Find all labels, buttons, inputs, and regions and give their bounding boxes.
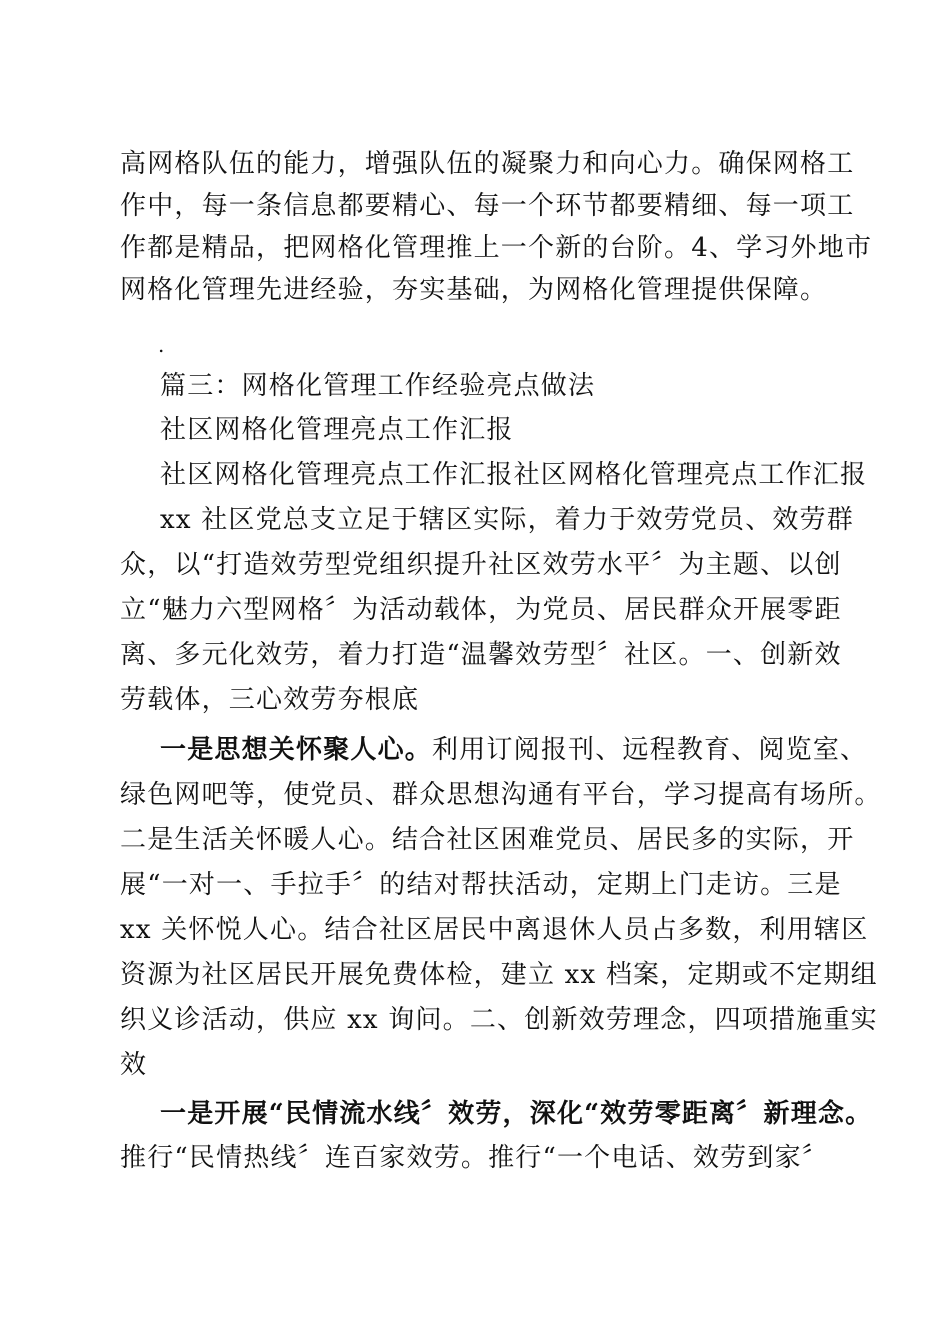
- paragraph-first-line: [160, 730, 867, 770]
- document-title: 社区网格化管理亮点工作汇报: [160, 415, 514, 445]
- paragraph-line: xx 关怀悦人心。结合社区居民中离退休人员占多数，利用辖区: [120, 915, 869, 945]
- paragraph-lead-bold: 一是开展“民情流水线〞效劳，深化“效劳零距离〞新理念。: [160, 1099, 873, 1129]
- paragraph-line: 织义诊活动，供应 xx 询问。二、创新效劳理念，四项措施重实: [120, 1005, 878, 1035]
- paragraph-line: 推行“民情热线〞连百家效劳。推行“一个电话、效劳到家〞: [120, 1143, 829, 1173]
- document-subtitle: 社区网格化管理亮点工作汇报社区网格化管理亮点工作汇报: [160, 460, 868, 490]
- paragraph-line: 作中，每一条信息都要精心、每一个环节都要精细、每一项工: [120, 191, 855, 221]
- paragraph-line: 二是生活关怀暖人心。结合社区困难党员、居民多的实际，开: [120, 825, 855, 855]
- paragraph-line: 绿色网吧等，使党员、群众思想沟通有平台，学习提高有场所。: [120, 780, 882, 810]
- paragraph-line: 展“一对一、手拉手〞的结对帮扶活动，定期上门走访。三是: [120, 870, 842, 900]
- intro-line: 劳载体，三心效劳夯根底: [120, 685, 420, 715]
- separator-dot: .: [158, 333, 165, 357]
- paragraph-line: 资源为社区居民开展免费体检，建立 xx 档案，定期或不定期组: [120, 960, 878, 990]
- paragraph-line: 作都是精品，把网格化管理推上一个新的台阶。4、学习外地市: [120, 233, 873, 263]
- paragraph-line: 网格化管理先进经验，夯实基础，为网格化管理提供保障。: [120, 275, 828, 305]
- intro-line: 众，以“打造效劳型党组织提升社区效劳水平〞为主题、以创: [120, 550, 842, 580]
- intro-line: xx 社区党总支立足于辖区实际，着力于效劳党员、效劳群: [160, 505, 854, 535]
- intro-line: 离、多元化效劳，着力打造“温馨效劳型〞社区。一、创新效: [120, 640, 842, 670]
- paragraph-line: 高网格队伍的能力，增强队伍的凝聚力和向心力。确保网格工: [120, 149, 855, 179]
- section-heading: 篇三：网格化管理工作经验亮点做法: [160, 371, 596, 401]
- paragraph-lead-rest: 利用订阅报刊、远程教育、阅览室、: [432, 735, 868, 765]
- paragraph-line: 效: [120, 1050, 148, 1080]
- paragraph-lead-bold: 一是思想关怀聚人心。: [160, 735, 433, 765]
- intro-line: 立“魅力六型网格〞为活动载体，为党员、居民群众开展零距: [120, 595, 842, 625]
